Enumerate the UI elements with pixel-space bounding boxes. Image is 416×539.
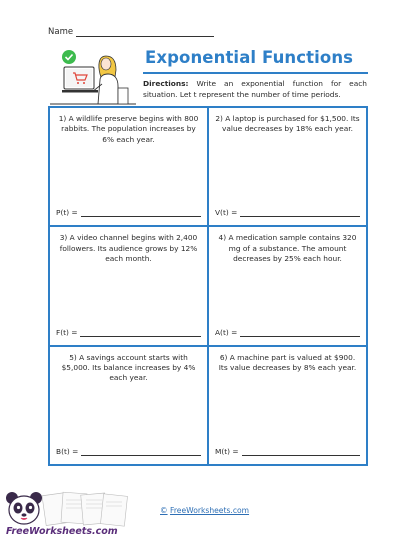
answer-row-2 bbox=[215, 208, 360, 217]
name-line bbox=[76, 27, 214, 37]
problem-cell-6 bbox=[209, 347, 366, 464]
site-link[interactable]: FreeWorksheets.com bbox=[170, 506, 250, 515]
problem-cell-2 bbox=[209, 108, 366, 225]
page-title: Exponential Functions bbox=[145, 48, 354, 67]
directions-label: Directions: bbox=[143, 79, 189, 88]
logo-text: FreeWorksheets.com bbox=[6, 526, 118, 537]
answer-label-1: P(t) = bbox=[56, 208, 78, 218]
answer-label-5: B(t) = bbox=[56, 447, 79, 456]
directions-text: Write an exponential function for each situation. Let t represent the number of time periods. bbox=[143, 79, 367, 99]
problem-text-5: 5) A savings account starts with $5,000. Its balance increases by 4% each year. bbox=[61, 352, 196, 383]
woman-at-laptop-icon bbox=[48, 40, 138, 108]
problem-cell-3 bbox=[50, 227, 207, 344]
answer-line-2 bbox=[240, 209, 360, 217]
answer-row-4 bbox=[215, 328, 360, 337]
problem-grid bbox=[48, 106, 368, 466]
answer-line-5 bbox=[81, 448, 201, 456]
problem-text-4: 4) A medication sample contains 320 mg of a substance. The amount decreases by 25% each hour. bbox=[218, 233, 357, 264]
name-label: Name bbox=[48, 27, 74, 37]
name-field bbox=[48, 27, 214, 37]
problem-text-6: 6) A machine part is valued at $900. Its value decreases by 8% each year. bbox=[218, 352, 357, 373]
problem-text-2: 2) A laptop is purchased for $1,500. Its value decreases by 18% each year. bbox=[215, 114, 360, 134]
answer-label-6: M(t) = bbox=[215, 447, 239, 456]
answer-label-4: A(t) = bbox=[215, 327, 238, 337]
check-icon bbox=[62, 50, 76, 64]
answer-row-3 bbox=[56, 328, 201, 337]
problem-text-1: 1) A wildlife preserve begins with 800 rabbits. The population increases by 6% each year. bbox=[58, 114, 199, 144]
problem-text-3: 3) A video channel begins with 2,400 followers. Its audience grows by 12% each month. bbox=[59, 233, 198, 264]
answer-row-6 bbox=[215, 447, 360, 456]
copyright-symbol: © bbox=[160, 506, 168, 515]
copyright-link[interactable] bbox=[160, 506, 249, 515]
answer-line-3 bbox=[80, 329, 201, 337]
problem-cell-5 bbox=[50, 347, 207, 464]
answer-row-1 bbox=[56, 208, 201, 217]
freeworksheets-logo bbox=[2, 488, 142, 538]
problem-cell-4 bbox=[209, 227, 366, 344]
directions bbox=[143, 79, 367, 100]
answer-label-2: V(t) = bbox=[215, 208, 238, 218]
answer-row-5 bbox=[56, 447, 201, 456]
answer-line-6 bbox=[242, 448, 360, 456]
answer-line-4 bbox=[240, 329, 360, 337]
answer-label-3: F(t) = bbox=[56, 327, 78, 337]
title-underline bbox=[143, 72, 368, 74]
problem-cell-1 bbox=[50, 108, 207, 225]
panda-icon bbox=[6, 492, 42, 524]
answer-line-1 bbox=[81, 209, 201, 217]
